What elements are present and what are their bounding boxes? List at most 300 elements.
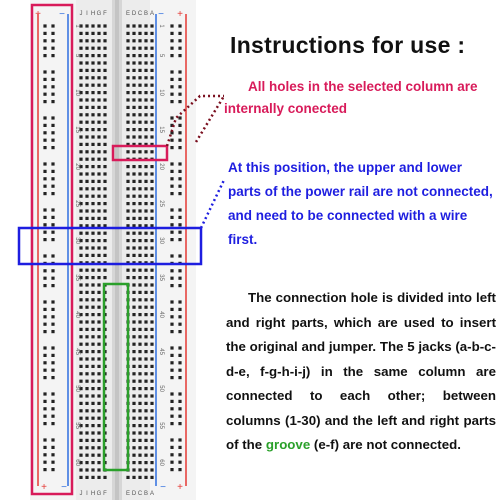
breadboard-hole [97, 365, 100, 368]
breadboard-hole [91, 291, 94, 294]
breadboard-hole [91, 232, 94, 235]
breadboard-hole [79, 291, 82, 294]
breadboard-hole [97, 431, 100, 434]
breadboard-hole [43, 346, 46, 349]
breadboard-hole [132, 291, 135, 294]
breadboard-hole [138, 446, 141, 449]
rail-sign-bottom-left-plus: + [41, 482, 47, 493]
breadboard-hole [97, 54, 100, 57]
column-number-left: 60 [74, 459, 80, 466]
breadboard-hole [150, 113, 153, 116]
breadboard-hole [170, 216, 173, 219]
rail-sign-bottom-right-minus: − [160, 482, 166, 493]
breadboard-hole [126, 239, 129, 242]
breadboard-hole [178, 85, 181, 88]
breadboard-hole [132, 461, 135, 464]
breadboard-hole [79, 143, 82, 146]
breadboard-hole [132, 439, 135, 442]
breadboard-hole [79, 180, 82, 183]
breadboard-hole [132, 476, 135, 479]
breadboard-hole [170, 192, 173, 195]
breadboard-hole [91, 98, 94, 101]
breadboard-hole [51, 300, 54, 303]
breadboard-hole [51, 131, 54, 134]
column-number-left: 55 [74, 422, 80, 429]
column-number-right: 25 [158, 200, 164, 207]
breadboard-hole [132, 61, 135, 64]
column-number-right: 10 [158, 89, 164, 96]
breadboard-hole [51, 407, 54, 410]
breadboard-hole [144, 150, 147, 153]
breadboard-hole [150, 54, 153, 57]
breadboard-hole [178, 93, 181, 96]
breadboard-hole [178, 78, 181, 81]
breadboard-hole [79, 158, 82, 161]
breadboard-hole [97, 61, 100, 64]
breadboard-hole [103, 121, 106, 124]
breadboard-hole [132, 343, 135, 346]
breadboard-hole [79, 84, 82, 87]
breadboard-hole [97, 32, 100, 35]
red-dotted-leader-line [196, 96, 224, 142]
breadboard-hole [150, 84, 153, 87]
breadboard-hole [85, 335, 88, 338]
breadboard-hole [170, 93, 173, 96]
breadboard-hole [138, 69, 141, 72]
breadboard-hole [138, 417, 141, 420]
breadboard-hole [85, 387, 88, 390]
breadboard-hole [103, 91, 106, 94]
breadboard-hole [51, 162, 54, 165]
breadboard-hole [132, 128, 135, 131]
breadboard-hole [43, 85, 46, 88]
column-number-right: 55 [158, 422, 164, 429]
breadboard-hole [138, 350, 141, 353]
breadboard-hole [43, 361, 46, 364]
breadboard-hole [132, 113, 135, 116]
breadboard-hole [170, 369, 173, 372]
breadboard-hole [91, 269, 94, 272]
breadboard-hole [178, 308, 181, 311]
row-letter-top: F [103, 11, 107, 17]
breadboard-hole [103, 39, 106, 42]
breadboard-hole [85, 343, 88, 346]
breadboard-hole [103, 54, 106, 57]
breadboard-hole [103, 135, 106, 138]
breadboard-hole [51, 78, 54, 81]
breadboard-hole [79, 195, 82, 198]
breadboard-hole [43, 400, 46, 403]
breadboard-hole [97, 350, 100, 353]
breadboard-hole [132, 350, 135, 353]
breadboard-hole [79, 394, 82, 397]
breadboard-hole [85, 217, 88, 220]
breadboard-hole [178, 354, 181, 357]
breadboard-hole [178, 116, 181, 119]
breadboard-hole [85, 135, 88, 138]
breadboard-hole [103, 106, 106, 109]
breadboard-hole [91, 61, 94, 64]
breadboard-hole [178, 330, 181, 333]
breadboard-hole [138, 402, 141, 405]
breadboard-hole [138, 61, 141, 64]
breadboard-hole [85, 454, 88, 457]
breadboard-hole [103, 195, 106, 198]
breadboard-hole [97, 335, 100, 338]
breadboard-hole [178, 39, 181, 42]
breadboard-hole [85, 306, 88, 309]
breadboard-hole [85, 461, 88, 464]
rail-sign-bottom-right-plus: + [177, 482, 183, 493]
breadboard-hole [91, 409, 94, 412]
breadboard-hole [132, 69, 135, 72]
breadboard-hole [132, 202, 135, 205]
breadboard-hole [170, 162, 173, 165]
breadboard-hole [43, 376, 46, 379]
breadboard-hole [79, 113, 82, 116]
breadboard-hole [79, 468, 82, 471]
breadboard-hole [150, 365, 153, 368]
breadboard-hole [150, 61, 153, 64]
breadboard-hole [51, 446, 54, 449]
breadboard-hole [144, 106, 147, 109]
breadboard-hole [85, 283, 88, 286]
breadboard-hole [79, 357, 82, 360]
groove-highlight-word: groove [265, 437, 311, 452]
breadboard-hole [51, 361, 54, 364]
breadboard-hole [150, 306, 153, 309]
breadboard-hole [144, 313, 147, 316]
breadboard-hole [150, 313, 153, 316]
breadboard-hole [178, 32, 181, 35]
breadboard-hole [150, 47, 153, 50]
breadboard-hole [51, 346, 54, 349]
breadboard-hole [138, 468, 141, 471]
breadboard-hole [126, 276, 129, 279]
breadboard-hole [170, 453, 173, 456]
row-letter-bottom: C [137, 491, 143, 497]
breadboard-hole [51, 392, 54, 395]
breadboard-hole [150, 150, 153, 153]
breadboard-hole [85, 232, 88, 235]
breadboard-hole [144, 76, 147, 79]
breadboard-hole [150, 402, 153, 405]
breadboard-hole [97, 254, 100, 257]
breadboard-hole [91, 394, 94, 397]
breadboard-hole [85, 187, 88, 190]
breadboard-hole [85, 357, 88, 360]
breadboard-hole [138, 328, 141, 331]
breadboard-hole [103, 187, 106, 190]
breadboard-hole [126, 121, 129, 124]
breadboard-hole [43, 208, 46, 211]
rail-sign-top-right-minus: − [158, 9, 164, 20]
breadboard-hole [126, 195, 129, 198]
breadboard-hole [85, 24, 88, 27]
breadboard-hole [178, 100, 181, 103]
row-letter-top: H [90, 11, 96, 17]
breadboard-hole [138, 380, 141, 383]
breadboard-hole [51, 415, 54, 418]
breadboard-hole [178, 453, 181, 456]
breadboard-hole [170, 185, 173, 188]
breadboard-hole [178, 216, 181, 219]
breadboard-hole [43, 146, 46, 149]
breadboard-hole [51, 269, 54, 272]
breadboard-hole [103, 254, 106, 257]
breadboard-hole [170, 392, 173, 395]
breadboard-hole [150, 239, 153, 242]
breadboard-hole [150, 461, 153, 464]
breadboard-hole [178, 315, 181, 318]
breadboard-hole [91, 217, 94, 220]
breadboard-hole [126, 269, 129, 272]
breadboard-hole [144, 283, 147, 286]
breadboard-hole [138, 24, 141, 27]
breadboard-hole [170, 47, 173, 50]
breadboard-hole [132, 283, 135, 286]
breadboard-hole [170, 254, 173, 257]
breadboard-hole [132, 32, 135, 35]
breadboard-hole [79, 106, 82, 109]
breadboard-hole [150, 350, 153, 353]
breadboard-hole [138, 291, 141, 294]
breadboard-hole [91, 372, 94, 375]
breadboard-hole [85, 158, 88, 161]
breadboard-hole [138, 409, 141, 412]
breadboard-hole [103, 165, 106, 168]
breadboard-hole [97, 98, 100, 101]
row-letter-top: B [143, 11, 149, 17]
breadboard-hole [178, 223, 181, 226]
breadboard-hole [138, 39, 141, 42]
breadboard-hole [91, 143, 94, 146]
breadboard-hole [178, 124, 181, 127]
breadboard-hole [144, 439, 147, 442]
breadboard-hole [126, 91, 129, 94]
rail-sign-top-right-plus: + [177, 9, 183, 20]
breadboard-hole [144, 217, 147, 220]
connection-note-text-1: The connection hole is divided into left and right parts, which are used to insert the original and jumper. The 5 jacks (a-b-c-d-e, f-g-h-i-j) in the same column are connected to each other; between columns (1-30) and the left and right parts of the [226, 290, 496, 452]
breadboard-hole [170, 24, 173, 27]
breadboard-hole [150, 39, 153, 42]
breadboard-hole [150, 246, 153, 249]
breadboard-hole [97, 283, 100, 286]
breadboard-hole [79, 69, 82, 72]
breadboard-hole [51, 100, 54, 103]
breadboard-hole [79, 409, 82, 412]
breadboard-hole [51, 254, 54, 257]
breadboard-hole [97, 291, 100, 294]
breadboard-hole [144, 431, 147, 434]
rail-sign-top-left-plus: + [35, 9, 41, 20]
breadboard-hole [91, 298, 94, 301]
breadboard-hole [91, 69, 94, 72]
breadboard-hole [132, 402, 135, 405]
breadboard-hole [150, 394, 153, 397]
breadboard-hole [79, 254, 82, 257]
breadboard-hole [170, 231, 173, 234]
breadboard-hole [103, 476, 106, 479]
breadboard-hole [97, 343, 100, 346]
breadboard-hole [150, 128, 153, 131]
breadboard-hole [51, 308, 54, 311]
breadboard-hole [91, 47, 94, 50]
breadboard-hole [43, 254, 46, 257]
breadboard-hole [126, 113, 129, 116]
column-number-left: 35 [74, 274, 80, 281]
breadboard-hole [91, 454, 94, 457]
breadboard-hole [138, 180, 141, 183]
breadboard-hole [138, 232, 141, 235]
breadboard-hole [170, 446, 173, 449]
breadboard-hole [91, 24, 94, 27]
breadboard-hole [51, 146, 54, 149]
breadboard-hole [126, 128, 129, 131]
breadboard-hole [138, 335, 141, 338]
breadboard-hole [138, 113, 141, 116]
breadboard-hole [126, 84, 129, 87]
breadboard-hole [132, 454, 135, 457]
breadboard-hole [132, 387, 135, 390]
breadboard-hole [97, 135, 100, 138]
breadboard-hole [126, 98, 129, 101]
breadboard-hole [178, 284, 181, 287]
breadboard-hole [43, 277, 46, 280]
breadboard-hole [85, 446, 88, 449]
breadboard-hole [79, 76, 82, 79]
breadboard-hole [43, 24, 46, 27]
breadboard-hole [91, 76, 94, 79]
breadboard-hole [97, 372, 100, 375]
breadboard-hole [91, 39, 94, 42]
breadboard-hole [91, 32, 94, 35]
breadboard-hole [97, 357, 100, 360]
breadboard-hole [170, 146, 173, 149]
breadboard-hole [51, 116, 54, 119]
column-number-right: 35 [158, 274, 164, 281]
breadboard-hole [43, 100, 46, 103]
breadboard-hole [85, 209, 88, 212]
breadboard-hole [79, 209, 82, 212]
breadboard-hole [170, 461, 173, 464]
breadboard-hole [85, 254, 88, 257]
breadboard-hole [91, 187, 94, 190]
breadboard-hole [91, 254, 94, 257]
breadboard-hole [132, 298, 135, 301]
breadboard-hole [51, 461, 54, 464]
breadboard-hole [91, 365, 94, 368]
breadboard-hole [144, 165, 147, 168]
breadboard-hole [91, 91, 94, 94]
breadboard-hole [138, 246, 141, 249]
breadboard-hole [79, 39, 82, 42]
breadboard-hole [138, 357, 141, 360]
breadboard-hole [170, 269, 173, 272]
breadboard-hole [150, 335, 153, 338]
breadboard-hole [126, 202, 129, 205]
breadboard-hole [91, 106, 94, 109]
breadboard-hole [170, 438, 173, 441]
instructions-title: Instructions for use : [230, 32, 466, 58]
breadboard-hole [43, 354, 46, 357]
breadboard-hole [97, 47, 100, 50]
breadboard-hole [79, 269, 82, 272]
breadboard-hole [91, 402, 94, 405]
breadboard-hole [79, 298, 82, 301]
breadboard-hole [51, 70, 54, 73]
breadboard-hole [91, 350, 94, 353]
breadboard-hole [97, 143, 100, 146]
column-number-left: 25 [74, 200, 80, 207]
breadboard-hole [43, 269, 46, 272]
breadboard-hole [144, 291, 147, 294]
breadboard-hole [91, 476, 94, 479]
breadboard-hole [79, 439, 82, 442]
breadboard-hole [85, 239, 88, 242]
column-number-left: 1 [74, 24, 80, 28]
breadboard-hole [138, 394, 141, 397]
breadboard-hole [79, 246, 82, 249]
breadboard-hole [144, 298, 147, 301]
breadboard-hole [51, 39, 54, 42]
breadboard-hole [85, 195, 88, 198]
breadboard-hole [79, 328, 82, 331]
row-letter-bottom: E [125, 491, 131, 497]
breadboard-hole [144, 461, 147, 464]
breadboard-hole [170, 100, 173, 103]
breadboard-hole [103, 158, 106, 161]
breadboard-hole [144, 54, 147, 57]
breadboard-hole [103, 69, 106, 72]
breadboard-hole [85, 402, 88, 405]
breadboard-hole [178, 208, 181, 211]
breadboard-hole [150, 476, 153, 479]
breadboard-hole [97, 232, 100, 235]
breadboard-hole [85, 468, 88, 471]
breadboard-hole [91, 320, 94, 323]
breadboard-hole [103, 113, 106, 116]
breadboard-hole [170, 85, 173, 88]
breadboard-hole [178, 170, 181, 173]
breadboard-hole [144, 180, 147, 183]
breadboard-hole [138, 195, 141, 198]
breadboard-hole [126, 209, 129, 212]
breadboard-hole [126, 172, 129, 175]
breadboard-hole [132, 98, 135, 101]
column-number-left: 20 [74, 163, 80, 170]
breadboard-hole [138, 276, 141, 279]
breadboard-hole [43, 438, 46, 441]
breadboard-hole [178, 139, 181, 142]
breadboard-hole [103, 232, 106, 235]
breadboard-hole [43, 407, 46, 410]
breadboard-hole [138, 76, 141, 79]
breadboard-hole [43, 453, 46, 456]
breadboard-hole [91, 468, 94, 471]
breadboard-hole [150, 269, 153, 272]
breadboard-hole [97, 113, 100, 116]
breadboard-hole [97, 76, 100, 79]
breadboard-hole [97, 121, 100, 124]
breadboard-hole [126, 32, 129, 35]
breadboard-hole [144, 128, 147, 131]
breadboard-hole [103, 61, 106, 64]
breadboard-hole [91, 158, 94, 161]
breadboard-hole [79, 476, 82, 479]
breadboard-hole [138, 106, 141, 109]
breadboard-hole [132, 209, 135, 212]
